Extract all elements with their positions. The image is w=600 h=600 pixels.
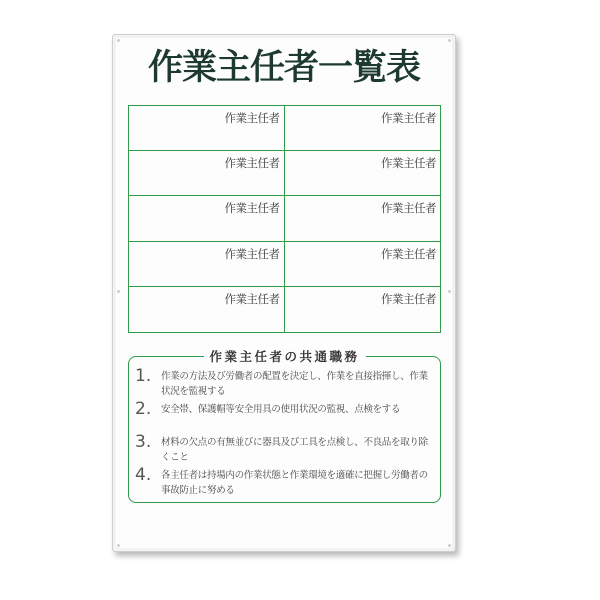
duties-box — [128, 349, 441, 503]
signboard — [112, 34, 456, 552]
duty-item — [135, 432, 435, 465]
mounting-hole — [448, 39, 451, 42]
duty-item — [135, 399, 435, 432]
cell-label: 作業主任者 — [381, 111, 436, 125]
grid-cell — [285, 242, 441, 287]
sign-title: 作業主任者一覧表 — [147, 48, 420, 88]
cell-label: 作業主任者 — [381, 156, 436, 171]
grid-cell — [129, 106, 285, 151]
grid-cell — [129, 151, 285, 196]
cell-label: 作業主任者 — [381, 291, 436, 306]
cell-label: 作業主任者 — [224, 156, 280, 171]
cell-label: 作業主任者 — [381, 246, 436, 261]
cell-label: 作業主任者 — [381, 201, 436, 216]
duty-text: 各主任者は持場内の作業状態と作業環境を適確に把握し労働者の事故防止に努める — [161, 470, 428, 496]
duty-text: 安全帯、保護帽等安全用具の使用状況の監視、点検をする — [161, 404, 401, 415]
mounting-hole — [117, 544, 120, 547]
duty-item — [135, 465, 435, 498]
grid-cell — [285, 196, 441, 241]
cell-label: 作業主任者 — [224, 291, 280, 306]
duty-number: 4. — [135, 465, 152, 485]
mounting-hole — [117, 39, 120, 42]
supervisor-grid — [128, 105, 441, 333]
mounting-hole — [117, 290, 120, 293]
duty-number: 2. — [135, 399, 152, 419]
duties-title: 作業主任者の共通職務 — [203, 347, 365, 365]
mounting-hole — [448, 290, 451, 293]
duty-number: 1. — [135, 366, 152, 386]
grid-cell — [129, 196, 285, 241]
cell-label: 作業主任者 — [224, 201, 280, 216]
duty-text: 作業の方法及び労働者の配置を決定し、作業を直接指揮し、作業状況を監視する — [161, 371, 428, 397]
grid-cell — [129, 287, 285, 332]
cell-label: 作業主任者 — [224, 246, 280, 261]
duty-text: 材料の欠点の有無並びに器具及び工具を点検し、不良品を取り除くこと — [161, 437, 428, 463]
mounting-hole — [448, 544, 451, 547]
duty-number: 3. — [135, 432, 152, 452]
grid-cell — [285, 287, 441, 332]
grid-cell — [285, 151, 441, 196]
grid-cell — [285, 106, 441, 151]
grid-cell — [129, 242, 285, 287]
duty-item — [135, 366, 435, 399]
cell-label: 作業主任者 — [224, 111, 280, 125]
